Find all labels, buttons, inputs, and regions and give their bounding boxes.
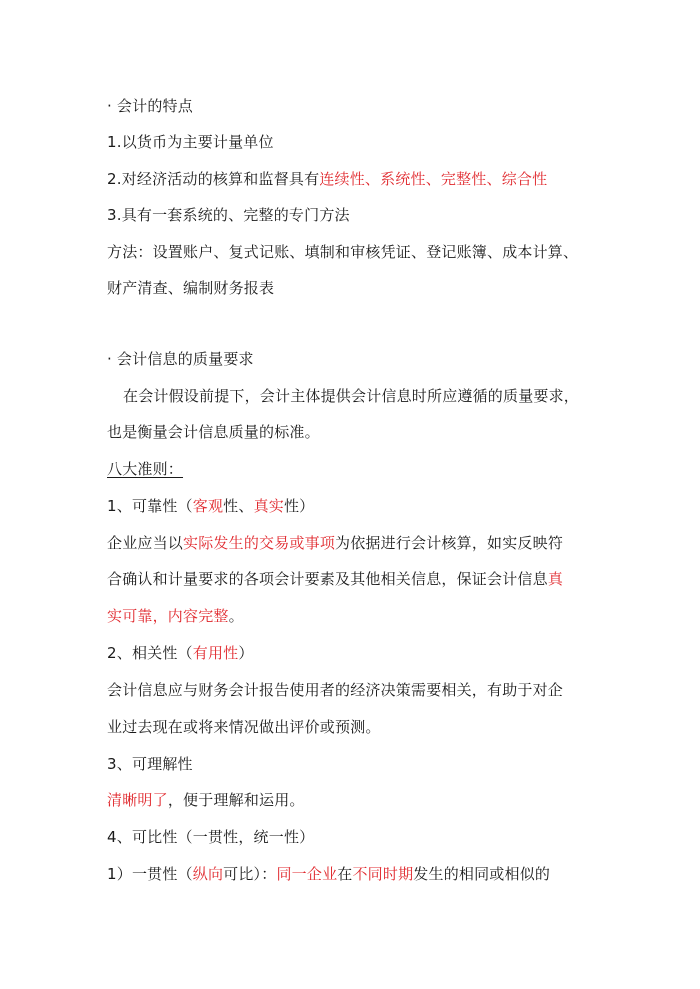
p4-sub-red-2: 同一企业 [276,865,338,883]
p1-title-red-1: 客观 [192,497,224,515]
p4-sub-b: 可比）： [223,865,277,883]
p4-sub-a: 1）一贯性（ [107,865,193,883]
p1-body1-a: 企业应当以 [107,534,184,552]
principle-1-body-line-3 [107,606,244,626]
p1-title-b: 性、 [223,497,254,515]
p1-body1-b: 为依据进行会计核算，如实反映符 [335,534,564,552]
principles-title: 八大准则： [107,460,184,478]
p3-body-b: ，便于理解和运用。 [167,791,305,809]
p4-sub-d: 发生的相同或相似的 [413,865,551,883]
characteristic-item-2 [107,169,547,189]
p3-body-red: 清晰明了 [107,791,168,809]
p2-title-a: 2、相关性（ [107,644,193,662]
principle-2-body-line-1: 会计信息应与财务会计报告使用者的经济决策需要相关，有助于对企 [107,681,564,699]
principle-1-title [107,496,314,516]
principle-2-title [107,643,254,663]
p1-body3-b: 。 [228,607,244,625]
p4-sub-c: 在 [337,865,353,883]
methods-line-2: 财产清查、编制财务报表 [107,279,275,297]
principle-3-title: 3、可理解性 [107,755,193,773]
p2-title-red: 有用性 [192,644,239,662]
item-2-highlight: 连续性、系统性、完整性、综合性 [319,170,548,188]
p1-body3-red: 实可靠，内容完整 [107,607,229,625]
section-heading-characteristics: · 会计的特点 [107,97,193,115]
section-heading-quality: · 会计信息的质量要求 [107,350,254,368]
principle-4-sub-1 [107,864,550,884]
item-2-text: 2.对经济活动的核算和监督具有 [107,170,320,188]
p2-title-c: ） [238,644,254,662]
principle-2-body-line-2: 业过去现在或将来情况做出评价或预测。 [107,718,381,736]
quality-intro-line-2: 也是衡量会计信息质量的标准。 [107,423,320,441]
p4-sub-red-3: 不同时期 [352,865,414,883]
p1-body1-red: 实际发生的交易或事项 [183,534,336,552]
quality-intro-line-1: 在会计假设前提下，会计主体提供会计信息时所应遵循的质量要求， [123,387,580,405]
p1-body2-red: 真 [547,570,564,588]
p4-sub-red-1: 纵向 [192,865,224,883]
principle-3-body [107,790,305,810]
principle-1-body-line-1 [107,533,563,553]
p1-title-red-2: 真实 [253,497,284,515]
p1-title-c: 性） [283,497,315,515]
principle-4-title: 4、可比性（一贯性，统一性） [107,828,315,846]
principle-1-body-line-2 [107,569,563,589]
p1-body2-a: 合确认和计量要求的各项会计要素及其他相关信息，保证会计信息 [107,570,548,588]
methods-line-1: 方法：设置账户、复式记账、填制和审核凭证、登记账簿、成本计算、 [107,243,579,261]
characteristic-item-3: 3.具有一套系统的、完整的专门方法 [107,206,350,224]
characteristic-item-1: 1.以货币为主要计量单位 [107,133,274,151]
p1-title-a: 1、可靠性（ [107,497,193,515]
